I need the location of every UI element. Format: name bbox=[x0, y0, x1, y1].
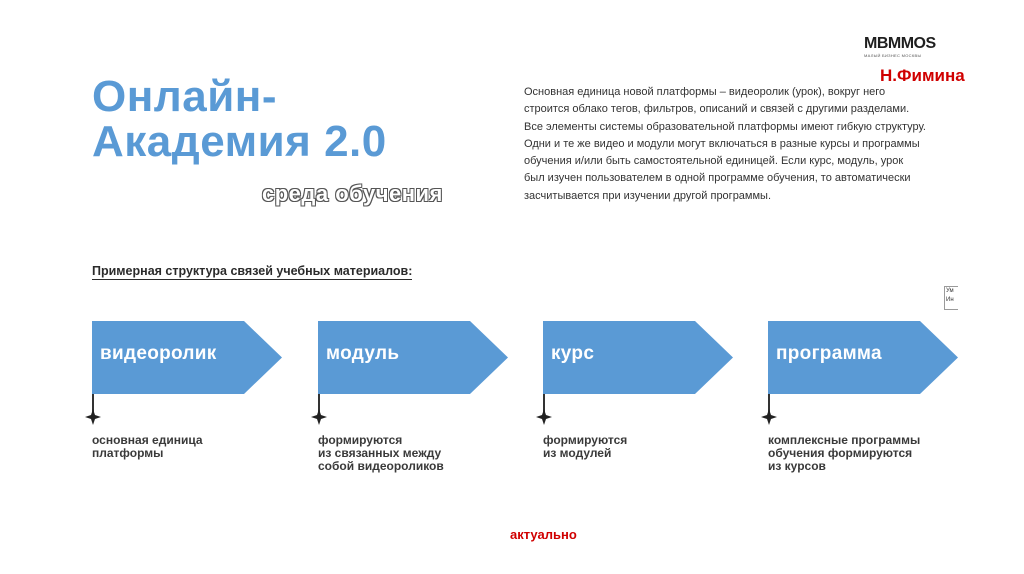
clipped-note-box bbox=[944, 286, 958, 310]
caption-line: основная единица bbox=[92, 433, 203, 447]
caption-line: формируются bbox=[543, 433, 628, 447]
author-name: Н.Фимина bbox=[880, 66, 965, 85]
description-line: Все элементы системы образовательной платформы имеют гибкую структуру. bbox=[524, 120, 926, 133]
section-heading: Примерная структура связей учебных материалов: bbox=[92, 264, 413, 278]
step-kurs bbox=[543, 321, 733, 460]
page-title bbox=[92, 74, 387, 164]
caption-line: из модулей bbox=[543, 446, 612, 460]
step-label: видеоролик bbox=[100, 343, 217, 364]
step-label: курс bbox=[551, 343, 595, 364]
star-marker-icon bbox=[85, 409, 101, 425]
star-marker-icon bbox=[761, 409, 777, 425]
title-line-1: Онлайн- bbox=[92, 72, 277, 121]
star-marker-icon bbox=[536, 409, 552, 425]
caption-line: комплексные программы bbox=[768, 433, 921, 447]
step-caption bbox=[92, 434, 203, 460]
caption-line: формируются bbox=[318, 433, 403, 447]
step-videorolik bbox=[92, 321, 282, 460]
title-line-2: Академия 2.0 bbox=[92, 117, 387, 166]
description-line: Основная единица новой платформы – видеоролик (урок), вокруг него bbox=[524, 86, 886, 98]
description-text bbox=[524, 84, 954, 205]
step-label: модуль bbox=[326, 343, 400, 364]
status-note: актуально bbox=[510, 527, 577, 542]
caption-line: обучения формируются bbox=[768, 446, 913, 460]
step-caption bbox=[318, 434, 444, 473]
step-programma bbox=[768, 321, 958, 473]
logo-wordmark: MBMMOS bbox=[864, 35, 936, 52]
logo-tagline: МАЛЫЙ БИЗНЕС МОСКВЫ bbox=[864, 53, 922, 58]
step-label: программа bbox=[776, 343, 882, 364]
star-marker-icon bbox=[311, 409, 327, 425]
caption-line: из курсов bbox=[768, 459, 826, 473]
brand-logo bbox=[864, 36, 946, 59]
step-caption bbox=[543, 434, 627, 460]
step-modul bbox=[318, 321, 508, 473]
description-line: обучения и/или быть самостоятельной единицей. Если курс, модуль, урок bbox=[524, 155, 904, 168]
description-line: был изучен пользователем в одной программе обучения, то автоматически bbox=[524, 172, 911, 185]
step-caption bbox=[768, 434, 920, 473]
clipped-note-line: Ин bbox=[946, 297, 954, 303]
caption-line: собой видеороликов bbox=[318, 459, 444, 473]
description-line: строится облако тегов, фильтров, описаний и связей с другими разделами. bbox=[524, 103, 910, 116]
description-line: засчитывается при изучении другой программы. bbox=[524, 189, 772, 202]
caption-line: из связанных между bbox=[318, 446, 442, 460]
caption-line: платформы bbox=[92, 446, 164, 460]
clipped-note-line: Ум bbox=[946, 288, 954, 294]
page-subtitle: среда обучения bbox=[262, 181, 443, 206]
description-line: Одни и те же видео и модули могут включаться в разные курсы и программы bbox=[524, 137, 920, 150]
